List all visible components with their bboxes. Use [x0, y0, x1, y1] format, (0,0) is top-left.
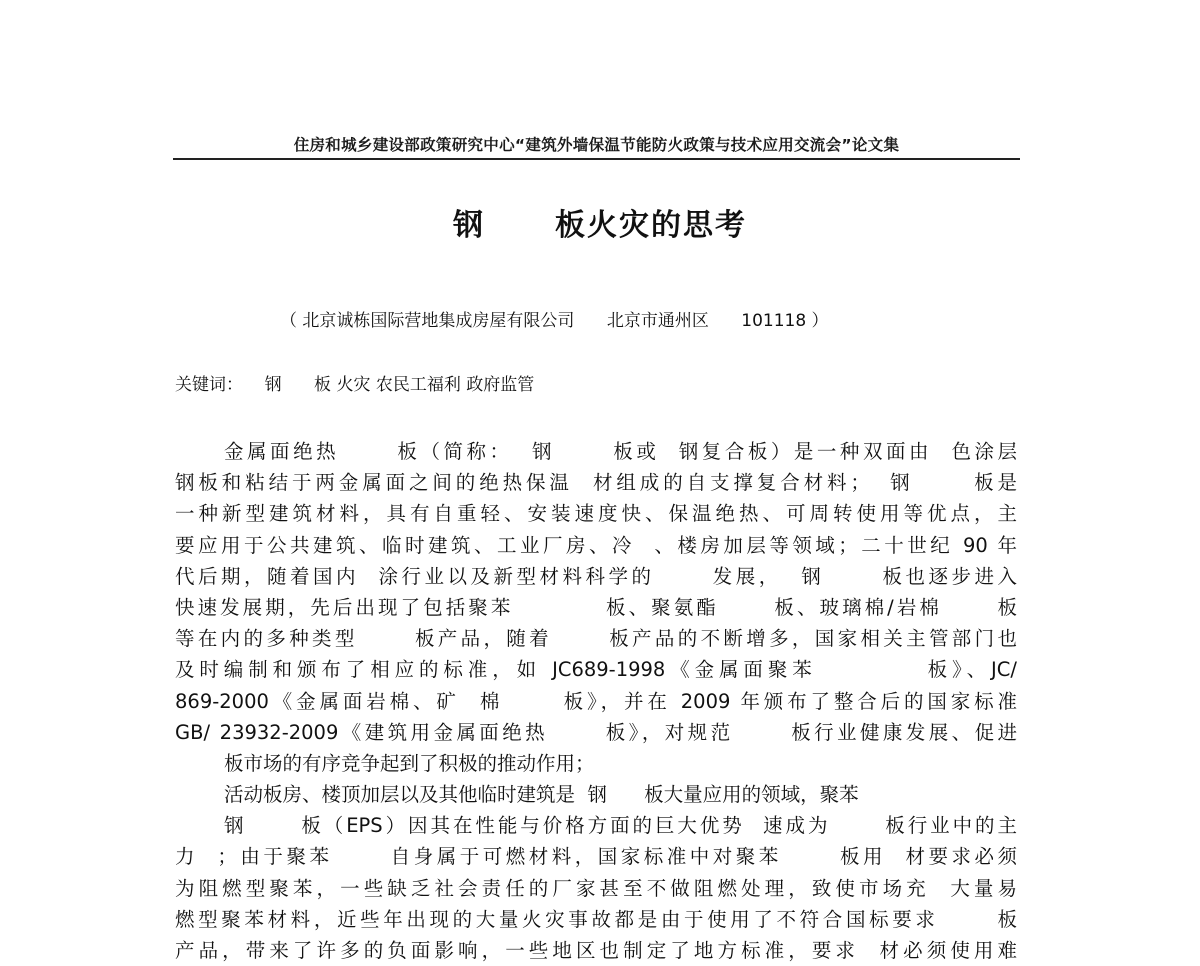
title-part-1: 钢 — [453, 208, 485, 243]
body-line: 及时编制和颁布了相应的标准，如 JC689-1998《金属面聚苯 板》、JC/ — [175, 658, 1017, 682]
body-line: 钢板和粘结于两金属面之间的绝热保温 材组成的自支撑复合材料； 钢 板是 — [175, 471, 1017, 495]
body-text — [175, 436, 1017, 966]
body-line: 产品，带来了许多的负面影响，一些地区也制定了地方标准，要求 材必须使用难 — [175, 939, 1017, 962]
header-rule — [173, 158, 1020, 160]
body-line: 等在内的多种类型 板产品，随着 板产品的不断增多，国家相关主管部门也 — [175, 627, 1017, 651]
body-line: 燃型聚苯材料，近些年出现的大量火灾事故都是由于使用了不符合国标要求 板 — [175, 907, 1017, 931]
body-line: 代后期，随着国内 涂行业以及新型材料科学的 发展， 钢 板也逐步进入 — [175, 564, 1017, 588]
body-line: GB/ 23932-2009《建筑用金属面绝热 板》，对规范 板行业健康发展、促进 — [175, 720, 1017, 744]
body-line: 869-2000《金属面岩棉、矿 棉 板》，并在 2009 年颁布了整合后的国家标准 — [175, 689, 1017, 713]
body-line: 板市场的有序竞争起到了积极的推动作用； — [224, 751, 595, 775]
paper-title — [0, 200, 1200, 244]
body-line: 快速发展期，先后出现了包括聚苯 板、聚氨酯 板、玻璃棉/岩棉 板 — [175, 595, 1017, 619]
body-line: 金属面绝热 板（简称： 钢 板或 钢复合板）是一种双面由 色涂层 — [224, 440, 1017, 463]
author-affiliation: （ 北京诚栋国际营地集成房屋有限公司 北京市通州区 101118 ） — [280, 311, 829, 331]
body-line: 为阻燃型聚苯，一些缺乏社会责任的厂家甚至不做阻燃处理，致使市场充 大量易 — [175, 876, 1017, 900]
body-line: 活动板房、楼顶加层以及其他临时建筑是 钢 板大量应用的领域，聚苯 — [224, 783, 859, 807]
body-line: 力 ；由于聚苯 自身属于可燃材料，国家标准中对聚苯 板用 材要求必须 — [175, 845, 1017, 869]
running-header: 住房和城乡建设部政策研究中心“建筑外墙保温节能防火政策与技术应用交流会”论文集 — [293, 136, 900, 154]
keywords: 关键词： 钢 板 火灾 农民工福利 政府监管 — [175, 375, 535, 395]
body-line: 钢 板（EPS）因其在性能与价格方面的巨大优势 速成为 板行业中的主 — [224, 814, 1017, 838]
body-line: 一种新型建筑材料，具有自重轻、安装速度快、保温绝热、可周转使用等优点，主 — [175, 502, 1017, 526]
body-line: 要应用于公共建筑、临时建筑、工业厂房、冷 、楼房加层等领域；二十世纪 90 年 — [175, 533, 1017, 557]
title-part-2: 板火灾的思考 — [555, 208, 747, 243]
